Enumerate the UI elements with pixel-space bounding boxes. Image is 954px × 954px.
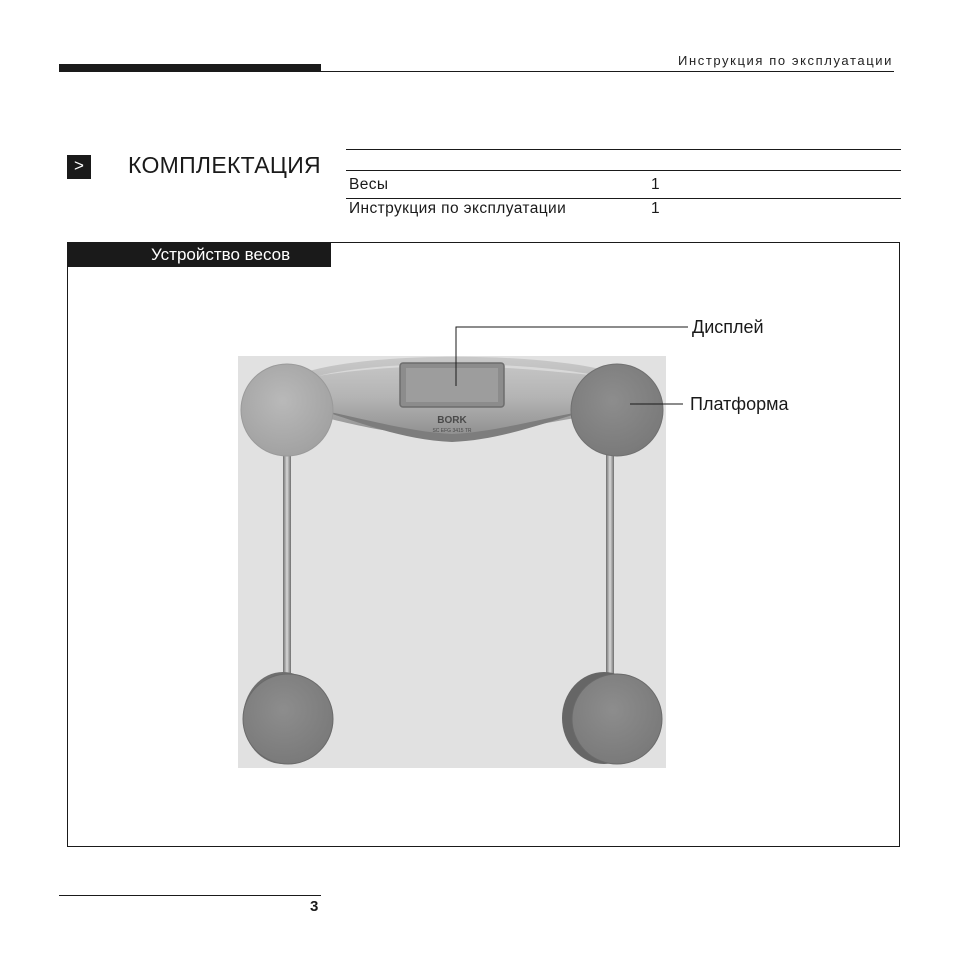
table-cell-name: Инструкция по эксплуатации xyxy=(349,200,567,217)
top-left-pad xyxy=(241,364,333,456)
top-right-pad xyxy=(571,364,663,456)
model-label: SC EFG 3415 TR xyxy=(432,428,472,434)
right-rod xyxy=(606,452,614,677)
table-cell-qty: 1 xyxy=(651,200,660,217)
brand-logo: BORK xyxy=(437,415,467,426)
page-number: 3 xyxy=(310,898,319,915)
display-screen xyxy=(406,368,498,402)
left-rod xyxy=(283,452,291,677)
footer-rule xyxy=(59,895,321,896)
display-callout-label: Дисплей xyxy=(692,317,764,337)
table-cell-name: Весы xyxy=(349,176,389,193)
bottom-right-pad xyxy=(572,674,662,764)
platform-callout-label: Платформа xyxy=(690,394,789,414)
device-panel-tab: Устройство весов xyxy=(67,242,331,267)
table-cell-qty: 1 xyxy=(651,176,660,193)
section-marker-icon: > xyxy=(67,155,91,179)
bottom-left-pad xyxy=(243,674,333,764)
header-title: Инструкция по эксплуатации xyxy=(678,53,893,68)
section-title: КОМПЛЕКТАЦИЯ xyxy=(128,152,321,178)
